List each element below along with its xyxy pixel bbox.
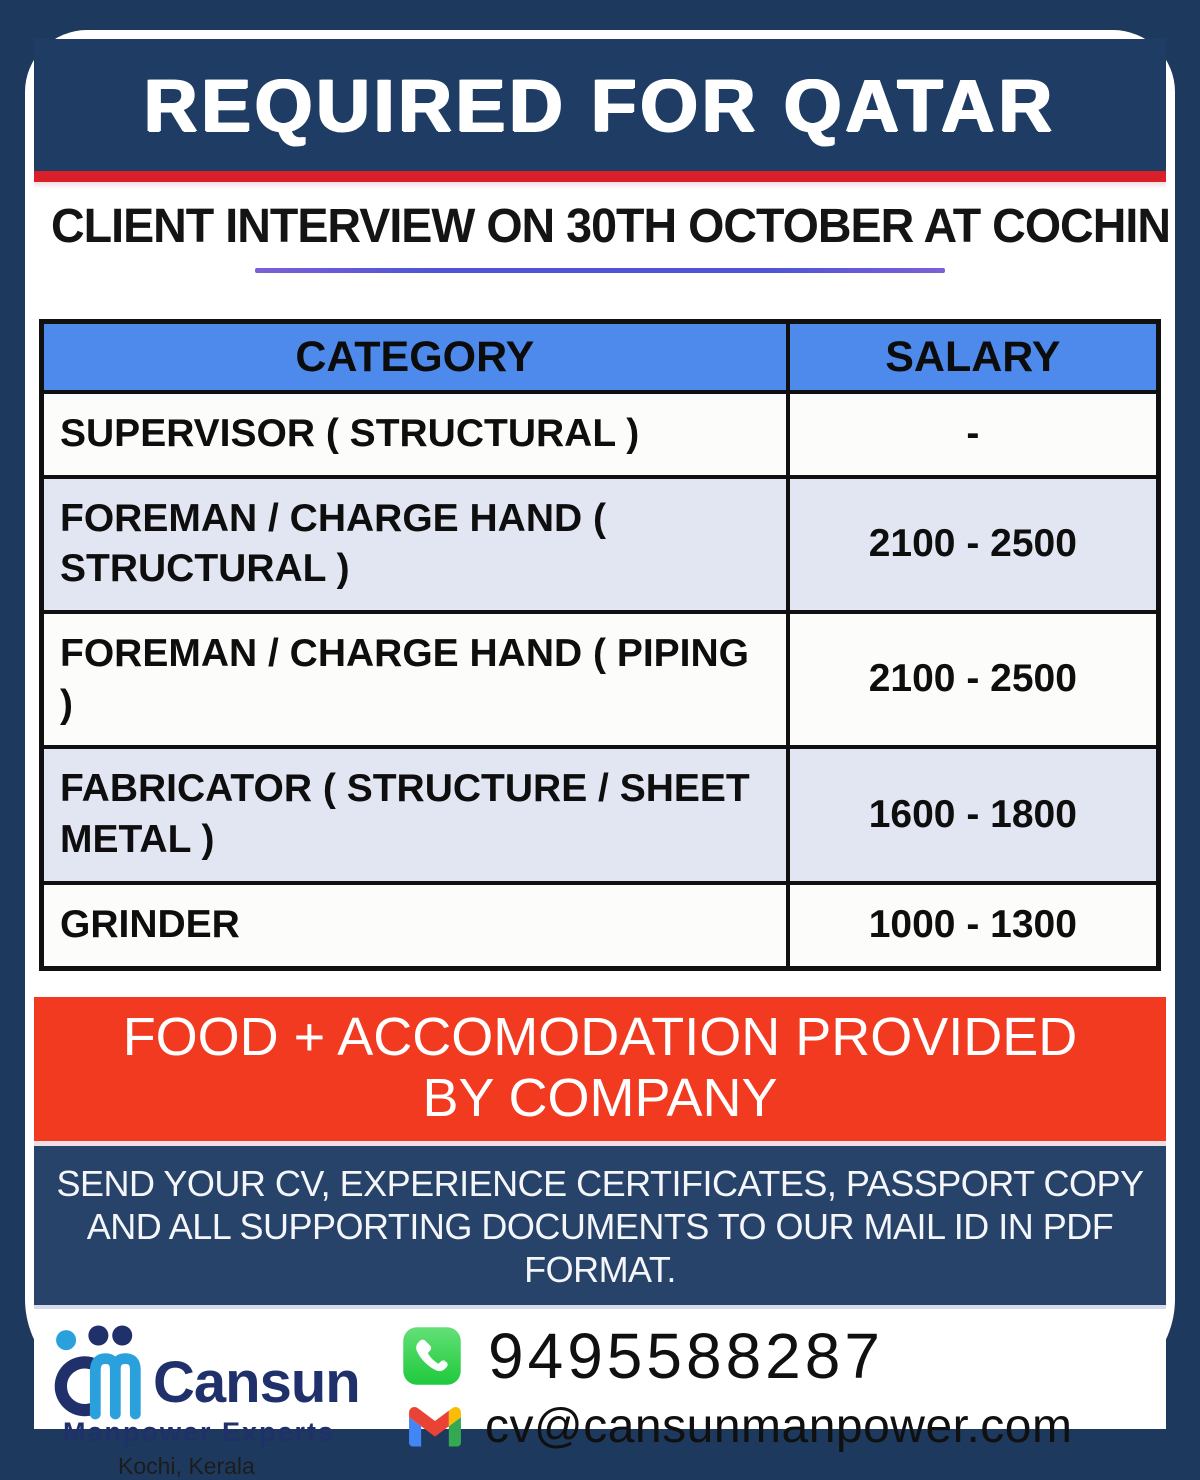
jobs-table xyxy=(39,319,1161,971)
email-contact xyxy=(409,1399,1072,1454)
poster-content xyxy=(34,39,1170,1480)
gmail-icon xyxy=(409,1407,461,1447)
subtitle-section xyxy=(34,189,1170,305)
perks-banner xyxy=(34,997,1166,1141)
email-address: cv@cansunmanpower.com xyxy=(485,1400,1073,1454)
brand-name: Cansun xyxy=(153,1350,360,1416)
table-row xyxy=(42,392,1159,477)
footer xyxy=(34,1305,1166,1480)
poster-card xyxy=(25,30,1175,1480)
stripe-fade xyxy=(34,182,1166,189)
category-cell: GRINDER xyxy=(42,883,788,968)
perks-text: FOOD + ACCOMODATION PROVIDED BY COMPANY xyxy=(122,1006,1078,1128)
brand-tagline: Manpower Experts xyxy=(63,1417,336,1448)
category-cell: FOREMAN / CHARGE HAND ( STRUCTURAL ) xyxy=(42,477,788,612)
salary-cell: 2100 - 2500 xyxy=(788,477,1159,612)
table-header-row xyxy=(42,322,1159,393)
red-divider-stripe xyxy=(34,171,1166,182)
cm-people-monogram-icon xyxy=(43,1323,143,1428)
subtitle: CLIENT INTERVIEW ON 30TH OCTOBER AT COCHIN xyxy=(50,200,1170,253)
category-cell: SUPERVISOR ( STRUCTURAL ) xyxy=(42,392,788,477)
column-header-salary: SALARY xyxy=(788,322,1159,393)
table-row xyxy=(42,612,1159,747)
phone-icon xyxy=(402,1326,462,1386)
salary-cell: 1000 - 1300 xyxy=(788,883,1159,968)
category-cell: FOREMAN / CHARGE HAND ( PIPING ) xyxy=(42,612,788,747)
instructions-banner xyxy=(34,1146,1166,1306)
table-row xyxy=(42,477,1159,612)
column-header-category: CATEGORY xyxy=(42,322,788,393)
salary-cell: 2100 - 2500 xyxy=(788,612,1159,747)
table-body xyxy=(42,392,1159,968)
table-row xyxy=(42,747,1159,882)
brand-location: Kochi, Kerala xyxy=(118,1453,255,1480)
phone-number: 9495588287 xyxy=(488,1320,884,1393)
phone-contact xyxy=(402,1319,884,1393)
jobs-table-section xyxy=(34,305,1166,971)
table-row xyxy=(42,883,1159,968)
header-band xyxy=(34,39,1166,171)
instructions-text: SEND YOUR CV, EXPERIENCE CERTIFICATES, PASSPORT COPY AND ALL SUPPORTING DOCUMENTS TO OUR MAIL ID IN PDF FORMAT. xyxy=(56,1162,1144,1290)
subtitle-underline xyxy=(255,268,945,273)
category-cell: FABRICATOR ( STRUCTURE / SHEET METAL ) xyxy=(42,747,788,882)
page-title: REQUIRED FOR QATAR xyxy=(143,63,1056,147)
salary-cell: - xyxy=(788,392,1159,477)
salary-cell: 1600 - 1800 xyxy=(788,747,1159,882)
